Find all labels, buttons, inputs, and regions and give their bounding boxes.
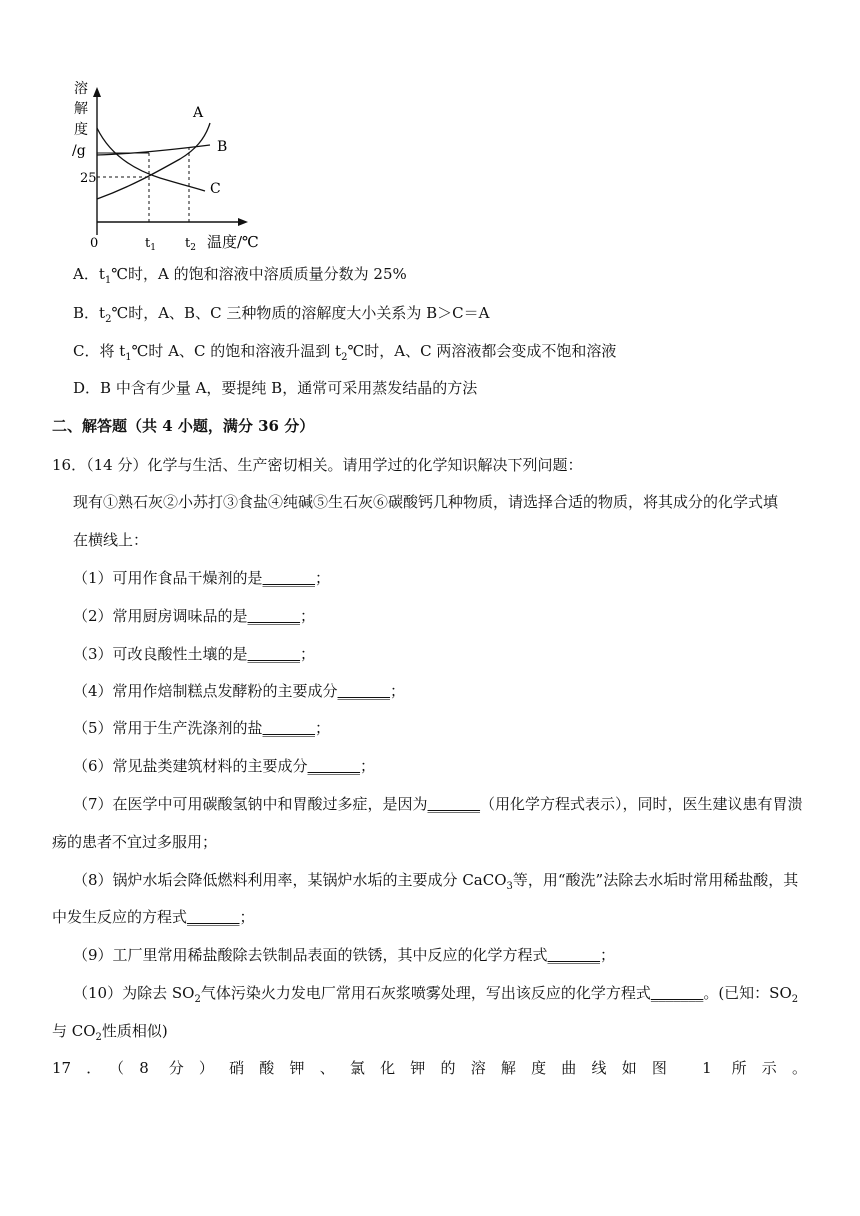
y-label-3: 度 bbox=[74, 122, 88, 138]
q17-head: 17．（8 分）硝酸钾、氯化钾的溶解度曲线如图 1 所示。 bbox=[52, 1059, 807, 1077]
answer-blank[interactable]: _______ bbox=[337, 682, 391, 700]
answer-blank[interactable]: _______ bbox=[247, 607, 301, 625]
answer-blank[interactable]: _______ bbox=[427, 795, 481, 813]
option-a: A．$t_1℃$时，A 的饱和溶液中溶质质量分数为 25% bbox=[73, 265, 407, 286]
q16-item-10b: 与 $CO_2$性质相似) bbox=[52, 1022, 168, 1043]
q16-item-8a: （8）锅炉水垢会降低燃料利用率，某锅炉水垢的主要成分 CaCO$_3$等，用“酸洗”法除去水垢时常用稀盐酸，其 bbox=[73, 871, 799, 892]
q16-item-7a: （7）在医学中可用碳酸氢钠中和胃酸过多症，是因为_______（用化学方程式表示），同时，医生建议患有胃溃 bbox=[73, 795, 803, 813]
section-title: 二、解答题（共 4 小题，满分 36 分） bbox=[52, 417, 315, 435]
tick-25: 25 bbox=[80, 171, 97, 186]
q16-item-3: （3）可改良酸性土壤的是_______； bbox=[73, 645, 316, 663]
q16-item-6: （6）常见盐类建筑材料的主要成分_______； bbox=[73, 757, 376, 775]
x-axis-label: 温度/℃ bbox=[207, 233, 259, 251]
q16-item-5: （5）常用于生产洗涤剂的盐_______； bbox=[73, 719, 331, 737]
y-label-2: 解 bbox=[74, 101, 88, 117]
label-b: B bbox=[217, 139, 228, 155]
option-d: D．B 中含有少量 A，要提纯 B，通常可采用蒸发结晶的方法 bbox=[73, 379, 478, 397]
answer-blank[interactable]: _______ bbox=[307, 757, 361, 775]
q16-item-1: （1）可用作食品干燥剂的是_______； bbox=[73, 569, 331, 587]
q16-item-8b: 中发生反应的方程式_______； bbox=[52, 908, 255, 926]
y-label-4: /g bbox=[72, 143, 86, 159]
solubility-graph bbox=[60, 75, 300, 255]
q16-item-7b: 疡的患者不宜过多服用； bbox=[52, 833, 218, 851]
tick-t2: $t_2$ bbox=[185, 236, 196, 253]
q16-item-9: （9）工厂里常用稀盐酸除去铁制品表面的铁锈，其中反应的化学方程式_______； bbox=[73, 946, 616, 964]
option-b: B．$t_2℃$时，A、B、C 三种物质的溶解度大小关系为 B＞C＝A bbox=[73, 304, 490, 325]
q16-head: 16．（14 分）化学与生活、生产密切相关。请用学过的化学知识解决下列问题： bbox=[52, 456, 583, 474]
x-axis-arrow bbox=[238, 218, 248, 226]
label-a: A bbox=[193, 105, 204, 121]
q16-intro-2: 在横线上： bbox=[73, 531, 149, 549]
y-axis-arrow bbox=[93, 87, 101, 97]
answer-blank[interactable]: _______ bbox=[247, 645, 301, 663]
answer-blank[interactable]: _______ bbox=[547, 946, 601, 964]
answer-blank[interactable]: _______ bbox=[187, 908, 240, 926]
q16-intro-1: 现有①熟石灰②小苏打③食盐④纯碱⑤生石灰⑥碳酸钙几种物质，请选择合适的物质，将其成分的化学式填 bbox=[73, 493, 779, 511]
q16-item-4: （4）常用作焙制糕点发酵粉的主要成分_______； bbox=[73, 682, 406, 700]
answer-blank[interactable]: _______ bbox=[650, 984, 704, 1002]
answer-blank[interactable]: _______ bbox=[262, 719, 316, 737]
q16-item-10a: （10）为除去 $SO_2$气体污染火力发电厂常用石灰浆喷雾处理，写出该反应的化学方程式_______。(已知：$SO_2$ bbox=[73, 984, 799, 1005]
option-c: C．将 $t_1℃$时 A、C 的饱和溶液升温到 $t_2℃$时，A、C 两溶液都会变成不饱和溶液 bbox=[73, 342, 617, 363]
label-c: C bbox=[210, 181, 221, 197]
tick-t1: $t_1$ bbox=[145, 236, 156, 253]
y-label-1: 溶 bbox=[74, 81, 88, 97]
answer-blank[interactable]: _______ bbox=[262, 569, 316, 587]
q16-item-2: （2）常用厨房调味品的是_______； bbox=[73, 607, 316, 625]
tick-0: 0 bbox=[90, 236, 99, 251]
